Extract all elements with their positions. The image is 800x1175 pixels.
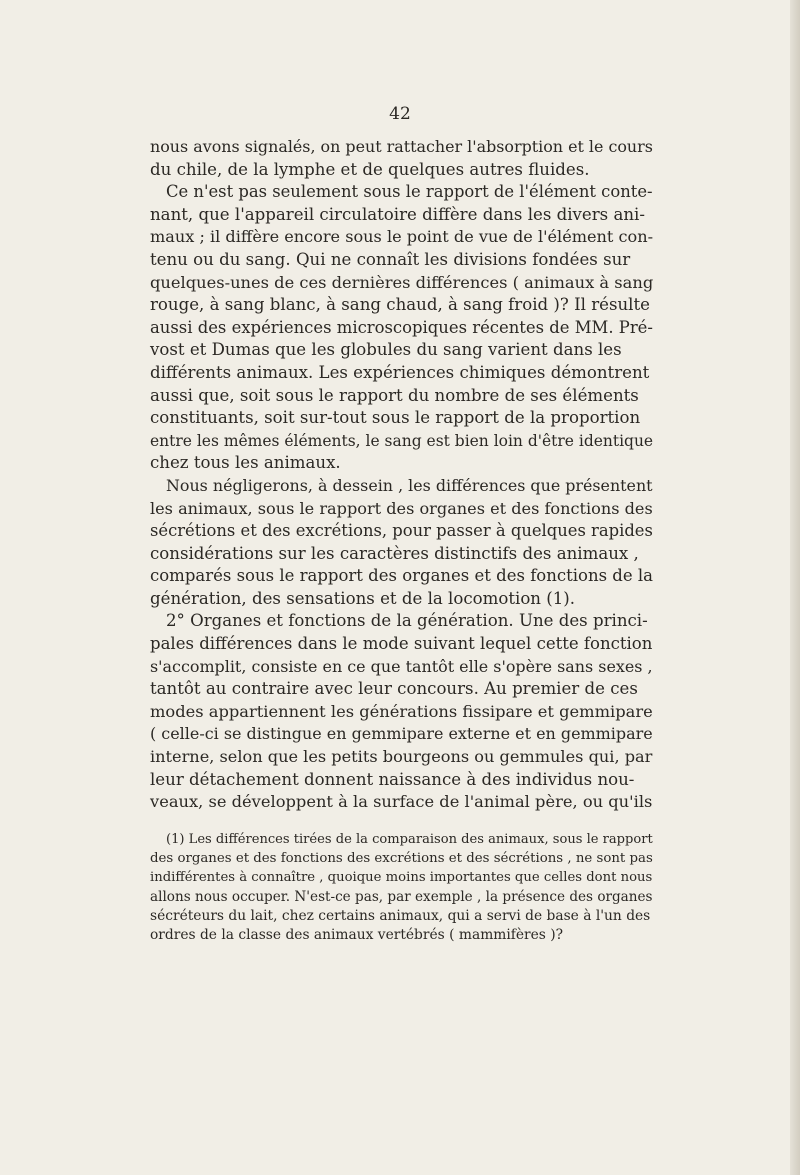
page-edge (790, 0, 800, 1175)
text-line: quelques-unes de ces dernières différences ( animaux à sang (150, 272, 654, 292)
text-line: 2° Organes et fonctions de la génération. Une des princi- (166, 611, 648, 631)
text-line: aussi des expériences microscopiques récentes de MM. Pré- (150, 317, 653, 337)
text-line: modes appartiennent les générations fissipare et gemmipare (150, 701, 653, 721)
text-line: interne, selon que les petits bourgeons ou gemmules qui, par (150, 747, 653, 767)
text-line: aussi que, soit sous le rapport du nombre de ses éléments (150, 385, 639, 405)
footnote-line: allons nous occuper. N'est-ce pas, par exemple , la présence des organes (150, 888, 653, 905)
text-line: ( celle-ci se distingue en gemmipare externe et en gemmipare (150, 724, 653, 744)
text-line: Nous négligerons, à dessein , les différences que présentent (166, 475, 653, 495)
text-line: considérations sur les caractères distinctifs des animaux , (150, 543, 639, 563)
text-line: leur détachement donnent naissance à des individus nou- (150, 769, 635, 789)
footnote-line: des organes et des fonctions des excrétions et des sécrétions , ne sont pas (150, 851, 653, 867)
text-line: Ce n'est pas seulement sous le rapport de l'élément conte- (166, 182, 653, 202)
text-line: chez tous les animaux. (150, 453, 341, 473)
text-line: génération, des sensations et de la locomotion (1). (150, 588, 576, 608)
text-line: entre les mêmes éléments, le sang est bien loin d'être identique (150, 431, 654, 450)
page-number: 42 (389, 104, 411, 124)
text-line: vost et Dumas que les globules du sang varient dans les (150, 340, 622, 360)
text-line: les animaux, sous le rapport des organes et des fonctions des (150, 498, 653, 518)
footnote (150, 830, 653, 945)
text-line: maux ; il diffère encore sous le point de vue de l'élément con- (150, 227, 654, 247)
text-line: constituants, soit sur-tout sous le rapport de la proportion (150, 408, 641, 428)
text-line: comparés sous le rapport des organes et des fonctions de la (150, 566, 653, 586)
text-line: nant, que l'appareil circulatoire diffère dans les divers ani- (150, 204, 645, 224)
text-line: rouge, à sang blanc, à sang chaud, à sang froid )? Il résulte (150, 295, 650, 315)
text-line: sécrétions et des excrétions, pour passer à quelques rapides (150, 521, 653, 541)
footnote-line: ordres de la classe des animaux vertébrés ( mammifères )? (150, 927, 564, 944)
footnote-line: indifférentes à connaître , quoique moins importantes que celles dont nous (150, 870, 653, 886)
main-text (150, 136, 653, 814)
footnote-line: (1) Les différences tirées de la comparaison des animaux, sous le rapport (166, 832, 653, 847)
text-line: tantôt au contraire avec leur concours. Au premier de ces (150, 679, 638, 699)
text-line: veaux, se développent à la surface de l'animal père, ou qu'ils (150, 792, 653, 812)
text-line: différents animaux. Les expériences chimiques démontrent (150, 362, 650, 382)
text-line: pales différences dans le mode suivant lequel cette fonction (150, 634, 653, 654)
text-line: du chile, de la lymphe et de quelques autres fluides. (150, 159, 590, 179)
text-line: nous avons signalés, on peut rattacher l'absorption et le cours (150, 137, 653, 156)
text-line: tenu ou du sang. Qui ne connaît les divisions fondées sur (150, 249, 631, 269)
text-line: s'accomplit, consiste en ce que tantôt elle s'opère sans sexes , (150, 656, 653, 676)
footnote-line: sécréteurs du lait, chez certains animaux, qui a servi de base à l'un des (150, 907, 651, 924)
